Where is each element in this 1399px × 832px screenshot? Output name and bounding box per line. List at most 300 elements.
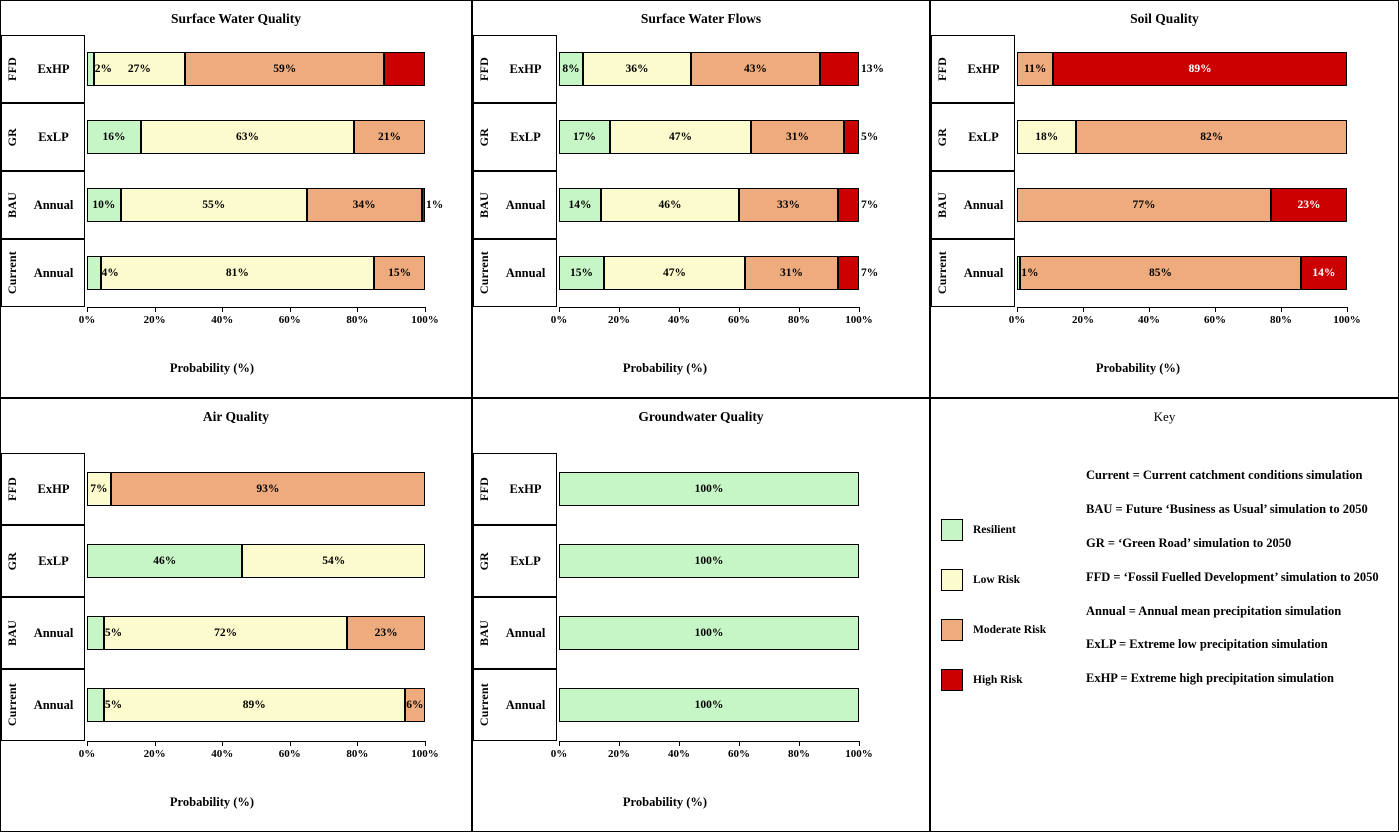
axis-tick-label: 60% xyxy=(728,748,750,760)
axis-tick-label: 80% xyxy=(346,748,369,760)
row-group-label-text: Current xyxy=(477,251,491,295)
axis-tick-label: 80% xyxy=(788,748,810,760)
row-group-label xyxy=(473,171,495,239)
row-group-label-text: FFD xyxy=(5,477,19,501)
bar-segment-resilient xyxy=(559,188,601,222)
chart-air-quality xyxy=(1,427,471,810)
row-scenario-label: ExLP xyxy=(953,103,1015,171)
row-group-label xyxy=(1,239,23,307)
segment-value-label: 36% xyxy=(625,63,649,75)
bar-segment-high-risk xyxy=(838,188,879,222)
bar-area xyxy=(557,597,929,669)
row-scenario-label: Annual xyxy=(495,597,557,669)
axis-tick xyxy=(290,307,291,312)
chart-row xyxy=(473,171,929,239)
plot-area xyxy=(1017,171,1347,239)
chart-row xyxy=(1,669,471,741)
bar-segment-resilient xyxy=(559,472,859,506)
segment-value-label: 46% xyxy=(153,555,177,567)
row-scenario-label: Annual xyxy=(23,171,85,239)
axis-tick-label: 0% xyxy=(78,314,96,326)
row-scenario-label: Annual xyxy=(495,239,557,307)
axis-tick xyxy=(799,307,800,312)
segment-value-label: 16% xyxy=(102,131,126,143)
axis-tick xyxy=(1149,307,1150,312)
axis-tick-label: 20% xyxy=(608,748,630,760)
axis-tick-label: 60% xyxy=(1204,314,1226,326)
bar-segment-high-risk xyxy=(838,256,879,290)
panel-key xyxy=(930,398,1399,832)
segment-value-label: 93% xyxy=(256,483,280,495)
legend-item xyxy=(941,669,1076,691)
row-scenario-label: Annual xyxy=(23,597,85,669)
row-group-label-text: FFD xyxy=(935,57,949,81)
panel-air-quality xyxy=(0,398,472,832)
segment-value-label: 100% xyxy=(694,627,724,639)
bar-area xyxy=(1015,171,1398,239)
segment-value-label: 100% xyxy=(694,699,724,711)
segment-value-label: 5% xyxy=(861,131,879,143)
row-group-label xyxy=(473,453,495,525)
axis-tick xyxy=(739,307,740,312)
chart-row xyxy=(931,239,1398,307)
x-axis-row xyxy=(473,307,929,341)
axis-tick xyxy=(357,307,358,312)
row-scenario-label: Annual xyxy=(953,171,1015,239)
row-group-label-text: Current xyxy=(935,251,949,295)
axis-tick-label: 20% xyxy=(1072,314,1094,326)
panel-title: Air Quality xyxy=(202,409,270,424)
row-group-label-text: GR xyxy=(5,551,19,571)
row-scenario-label: ExLP xyxy=(495,103,557,171)
axis-tick-label: 100% xyxy=(1333,314,1361,326)
bar-segment-low-risk xyxy=(104,616,347,650)
axis-tick-label: 40% xyxy=(668,314,690,326)
bar-segment-low-risk xyxy=(104,688,405,722)
row-group-label xyxy=(473,525,495,597)
legend-swatches xyxy=(941,467,1076,719)
axis-line xyxy=(559,741,859,742)
panel-title: Soil Quality xyxy=(1130,11,1199,26)
axis-tick-label: 100% xyxy=(845,748,873,760)
segment-value-label: 27% xyxy=(127,63,151,75)
plot-area xyxy=(559,525,859,597)
bar-segment-low-risk xyxy=(242,544,425,578)
bar-area xyxy=(557,171,929,239)
axis-tick-label: 0% xyxy=(550,314,568,326)
legend-definitions xyxy=(1086,467,1384,719)
segment-value-label: 2% xyxy=(94,63,112,75)
bar-segment-resilient xyxy=(559,256,604,290)
chart-row xyxy=(473,597,929,669)
bar-segment-low-risk xyxy=(101,256,375,290)
chart-row xyxy=(473,35,929,103)
segment-value-label: 46% xyxy=(658,199,682,211)
bar-segment-moderate-risk xyxy=(751,120,844,154)
legend-definition: Annual = Annual mean precipitation simulation xyxy=(1086,603,1342,618)
bar-segment-moderate-risk xyxy=(1017,52,1053,86)
key-body xyxy=(931,427,1398,719)
plot-area xyxy=(559,597,859,669)
row-group-label-text: FFD xyxy=(477,477,491,501)
plot-area xyxy=(559,239,879,307)
bar-segment-low-risk xyxy=(87,472,111,506)
segment-value-label: 6% xyxy=(406,699,424,711)
x-axis-title: Probability (%) xyxy=(169,795,255,809)
segment-value-label: 1% xyxy=(1021,267,1039,279)
stacked-bar xyxy=(87,688,425,722)
chart-row xyxy=(1,35,471,103)
segment-value-label: 82% xyxy=(1200,131,1224,143)
bar-area xyxy=(85,35,471,103)
row-group-label xyxy=(1,103,23,171)
plot-area xyxy=(1017,35,1347,103)
segment-value-label: 77% xyxy=(1132,199,1156,211)
stacked-bar xyxy=(559,188,879,222)
bar-area xyxy=(557,103,929,171)
plot-area xyxy=(1017,239,1347,307)
axis-tick-label: 0% xyxy=(78,748,96,760)
axis-tick-label: 100% xyxy=(411,314,439,326)
axis-tick xyxy=(1017,307,1018,312)
row-group-label xyxy=(1,597,23,669)
segment-value-label: 31% xyxy=(780,267,803,279)
bar-segment-resilient xyxy=(87,544,242,578)
axis-tick xyxy=(1347,307,1348,312)
chart-groundwater-quality xyxy=(473,427,929,810)
bar-area xyxy=(85,597,471,669)
chart-row xyxy=(473,239,929,307)
bar-area xyxy=(85,171,471,239)
segment-value-label: 23% xyxy=(1297,199,1321,211)
axis-tick-label: 20% xyxy=(143,748,166,760)
panel-soil-quality xyxy=(930,0,1399,398)
stacked-bar xyxy=(1017,188,1347,222)
axis-line xyxy=(559,307,859,308)
axis-tick xyxy=(87,741,88,746)
row-group-label-text: FFD xyxy=(5,57,19,81)
axis-tick xyxy=(155,307,156,312)
stacked-bar xyxy=(559,256,879,290)
legend-item xyxy=(941,569,1076,591)
segment-value-label: 15% xyxy=(570,267,593,279)
axis-tick xyxy=(290,741,291,746)
stacked-bar xyxy=(559,544,859,578)
bar-segment-moderate-risk xyxy=(307,188,422,222)
x-axis-title: Probability (%) xyxy=(1095,361,1181,375)
plot-area xyxy=(559,35,884,103)
segment-value-label: 33% xyxy=(777,199,800,211)
axis-spacer xyxy=(1,741,85,775)
bar-segment-moderate-risk xyxy=(739,188,838,222)
segment-value-label: 54% xyxy=(322,555,346,567)
panel-title: Surface Water Flows xyxy=(640,11,762,26)
bar-segment-low-risk xyxy=(141,120,354,154)
segment-value-label: 47% xyxy=(663,267,686,279)
row-group-label xyxy=(931,103,953,171)
row-group-label xyxy=(473,669,495,741)
segment-value-label: 17% xyxy=(573,131,596,143)
chart-row xyxy=(931,35,1398,103)
bar-segment-low-risk xyxy=(1017,120,1076,154)
bar-area xyxy=(557,239,929,307)
segment-value-label: 10% xyxy=(92,199,116,211)
segment-value-label: 15% xyxy=(388,267,412,279)
legend-definition: FFD = ‘Fossil Fuelled Development’ simulation to 2050 xyxy=(1086,569,1379,584)
plot-area xyxy=(87,35,425,103)
bar-segment-moderate-risk xyxy=(1076,120,1347,154)
legend-swatch xyxy=(941,669,963,691)
segment-value-label: 89% xyxy=(1188,63,1212,75)
legend-item xyxy=(941,519,1076,541)
axis-tick xyxy=(155,741,156,746)
axis-tick-label: 0% xyxy=(1008,314,1026,326)
axis-tick xyxy=(619,307,620,312)
row-group-label xyxy=(931,239,953,307)
axis-tick xyxy=(357,741,358,746)
bar-segment-high-risk xyxy=(1301,256,1347,290)
bar-segment-resilient xyxy=(87,188,121,222)
bar-segment-moderate-risk xyxy=(185,52,384,86)
axis-tick-label: 40% xyxy=(1138,314,1160,326)
stacked-bar xyxy=(559,688,859,722)
legend-swatch xyxy=(941,569,963,591)
segment-value-label: 5% xyxy=(104,699,123,711)
stacked-bar xyxy=(559,472,859,506)
axis-tick-label: 20% xyxy=(143,314,166,326)
bar-segment-low-risk xyxy=(610,120,751,154)
axis-spacer xyxy=(931,307,1015,341)
legend-label: Low Risk xyxy=(973,574,1020,586)
bar-area xyxy=(85,103,471,171)
row-group-label-text: Current xyxy=(477,683,491,727)
panel-surface-water-flows xyxy=(472,0,930,398)
row-scenario-label: Annual xyxy=(953,239,1015,307)
legend-definition: GR = ‘Green Road’ simulation to 2050 xyxy=(1086,535,1292,550)
axis-tick xyxy=(619,741,620,746)
segment-value-label: 18% xyxy=(1035,131,1059,143)
axis-spacer xyxy=(473,307,557,341)
segment-value-label: 7% xyxy=(90,483,108,495)
bar-segment-resilient xyxy=(559,688,859,722)
stacked-bar xyxy=(87,616,425,650)
axis-spacer xyxy=(473,741,557,775)
row-scenario-label: ExLP xyxy=(23,525,85,597)
row-scenario-label: ExHP xyxy=(23,35,85,103)
row-group-label-text: FFD xyxy=(477,57,491,81)
bar-segment-low-risk xyxy=(601,188,739,222)
panel-groundwater-quality xyxy=(472,398,930,832)
axis-tick xyxy=(859,741,860,746)
segment-value-label: 100% xyxy=(694,483,724,495)
segment-value-label: 55% xyxy=(202,199,226,211)
bar-segment-moderate-risk xyxy=(1020,256,1301,290)
row-group-label-text: BAU xyxy=(5,620,19,646)
bar-segment-moderate-risk xyxy=(691,52,820,86)
plot-area xyxy=(1017,103,1347,171)
axis-line xyxy=(1017,307,1347,308)
chart-row xyxy=(473,525,929,597)
x-axis-row xyxy=(473,741,929,775)
x-axis-row xyxy=(931,307,1398,341)
x-axis-row xyxy=(1,307,471,341)
bar-segment-resilient xyxy=(559,120,610,154)
axis-tick xyxy=(222,307,223,312)
axis-tick xyxy=(1083,307,1084,312)
bar-segment-resilient xyxy=(559,52,583,86)
segment-value-label: 59% xyxy=(273,63,297,75)
axis-tick-label: 0% xyxy=(550,748,568,760)
chart-soil-quality xyxy=(931,29,1398,376)
x-axis xyxy=(78,307,439,341)
x-axis xyxy=(1008,307,1361,341)
chart-row xyxy=(1,525,471,597)
segment-value-label: 100% xyxy=(694,555,724,567)
row-scenario-label: Annual xyxy=(23,669,85,741)
segment-value-label: 89% xyxy=(242,699,266,711)
segment-value-label: 81% xyxy=(225,267,249,279)
row-group-label-text: GR xyxy=(477,551,491,571)
legend-definition: BAU = Future ‘Business as Usual’ simulation to 2050 xyxy=(1086,501,1368,516)
row-group-label-text: GR xyxy=(5,127,19,147)
x-axis-row xyxy=(1,741,471,775)
bar-area xyxy=(1015,35,1398,103)
row-group-label xyxy=(1,525,23,597)
axis-tick xyxy=(859,307,860,312)
stacked-bar xyxy=(87,188,444,222)
bar-segment-low-risk xyxy=(583,52,691,86)
bar-area xyxy=(85,525,471,597)
plot-area xyxy=(87,103,425,171)
chart-row xyxy=(473,453,929,525)
row-group-label-text: GR xyxy=(477,127,491,147)
bar-area xyxy=(557,453,929,525)
row-scenario-label: Annual xyxy=(495,171,557,239)
panel-title: Groundwater Quality xyxy=(638,409,764,424)
row-group-label xyxy=(1,35,23,103)
axis-tick-label: 40% xyxy=(211,314,234,326)
row-group-label-text: Current xyxy=(5,683,19,727)
legend-label: High Risk xyxy=(973,674,1023,686)
segment-value-label: 23% xyxy=(374,627,398,639)
x-axis-title: Probability (%) xyxy=(622,361,708,375)
x-axis-title: Probability (%) xyxy=(169,361,255,375)
legend-label: Moderate Risk xyxy=(973,624,1047,636)
x-axis xyxy=(550,741,873,775)
plot-area xyxy=(87,239,425,307)
axis-line xyxy=(87,741,425,742)
axis-tick xyxy=(559,307,560,312)
axis-tick xyxy=(679,307,680,312)
axis-line xyxy=(87,307,425,308)
row-group-label-text: BAU xyxy=(935,192,949,218)
plot-area xyxy=(87,525,425,597)
bar-area xyxy=(557,525,929,597)
row-scenario-label: ExLP xyxy=(495,525,557,597)
bar-segment-high-risk xyxy=(384,52,425,86)
row-scenario-label: ExHP xyxy=(495,453,557,525)
legend-swatch xyxy=(941,519,963,541)
chart-row xyxy=(1,103,471,171)
x-axis xyxy=(550,307,873,341)
chart-row xyxy=(931,171,1398,239)
axis-tick-label: 60% xyxy=(278,314,301,326)
bar-segment-moderate-risk xyxy=(374,256,425,290)
x-axis xyxy=(78,741,439,775)
bar-area xyxy=(1015,103,1398,171)
axis-tick xyxy=(1215,307,1216,312)
chart-row xyxy=(931,103,1398,171)
axis-tick xyxy=(425,307,426,312)
row-group-label-text: BAU xyxy=(477,620,491,646)
row-scenario-label: ExHP xyxy=(953,35,1015,103)
bar-segment-resilient xyxy=(87,52,112,86)
stacked-bar xyxy=(87,120,425,154)
plot-area xyxy=(559,453,859,525)
row-group-label xyxy=(473,103,495,171)
plot-area xyxy=(87,453,425,525)
segment-value-label: 14% xyxy=(1312,267,1336,279)
row-group-label xyxy=(1,171,23,239)
row-group-label xyxy=(1,669,23,741)
stacked-bar xyxy=(1017,52,1347,86)
panel-surface-water-quality xyxy=(0,0,472,398)
stacked-bar xyxy=(1017,256,1347,290)
row-group-label-text: Current xyxy=(5,251,19,295)
segment-value-label: 13% xyxy=(861,63,884,75)
segment-value-label: 72% xyxy=(214,627,238,639)
bar-segment-moderate-risk xyxy=(405,688,425,722)
bar-segment-high-risk xyxy=(1271,188,1347,222)
bar-segment-resilient xyxy=(87,120,141,154)
row-group-label-text: GR xyxy=(935,127,949,147)
axis-tick-label: 80% xyxy=(788,314,810,326)
chart-row xyxy=(1,239,471,307)
chart-surface-water-flows xyxy=(473,29,929,376)
segment-value-label: 7% xyxy=(861,199,879,211)
axis-tick xyxy=(679,741,680,746)
bar-segment-moderate-risk xyxy=(354,120,425,154)
row-group-label xyxy=(473,239,495,307)
row-scenario-label: ExHP xyxy=(23,453,85,525)
row-group-label xyxy=(1,453,23,525)
bar-segment-high-risk xyxy=(844,120,879,154)
axis-tick-label: 40% xyxy=(668,748,690,760)
axis-tick xyxy=(1281,307,1282,312)
segment-value-label: 34% xyxy=(352,199,376,211)
axis-spacer xyxy=(1,307,85,341)
bar-segment-resilient xyxy=(559,544,859,578)
bar-segment-moderate-risk xyxy=(111,472,425,506)
axis-tick xyxy=(799,741,800,746)
axis-tick xyxy=(739,741,740,746)
stacked-bar xyxy=(1017,120,1347,154)
segment-value-label: 5% xyxy=(104,627,123,639)
bar-area xyxy=(1015,239,1398,307)
plot-area xyxy=(559,103,879,171)
chart-row xyxy=(473,669,929,741)
row-group-label-text: BAU xyxy=(477,192,491,218)
segment-value-label: 47% xyxy=(669,131,692,143)
stacked-bar xyxy=(87,256,425,290)
segment-value-label: 85% xyxy=(1149,267,1173,279)
chart-row xyxy=(473,103,929,171)
bar-segment-moderate-risk xyxy=(745,256,838,290)
stacked-bar xyxy=(559,52,884,86)
bar-area xyxy=(85,453,471,525)
segment-value-label: 8% xyxy=(562,63,580,75)
stacked-bar xyxy=(559,616,859,650)
